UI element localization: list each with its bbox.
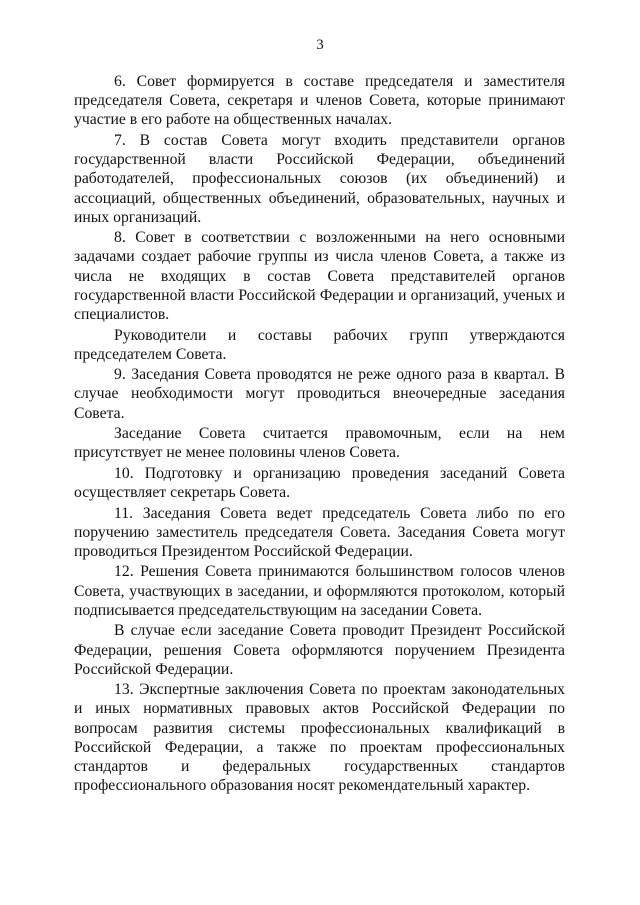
paragraph-7: 7. В состав Совета могут входить представители органов государственной власти Российской Федерации, объединений работодателей, профессиональных союзов (их объединений) и ассоциаций, общественных объединений, образовательных, научных и иных организаций. [74, 131, 565, 226]
paragraph-11: 11. Заседания Совета ведет председатель Совета либо по его поручению заместитель председателя Совета. Заседания Совета могут проводиться Президентом Российской Федерации. [74, 504, 565, 560]
paragraph-9-quorum: Заседание Совета считается правомочным, если на нем присутствует не менее половины членов Совета. [74, 425, 565, 462]
paragraph-6: 6. Совет формируется в составе председателя и заместителя председателя Совета, секретаря и членов Совета, которые принимают участие в его работе на общественных началах. [74, 73, 565, 129]
page-number: 3 [316, 37, 324, 53]
paragraph-10: 10. Подготовку и организацию проведения заседаний Совета осуществляет секретарь Совета. [74, 464, 565, 502]
paragraph-9: 9. Заседания Совета проводятся не реже одного раза в квартал. В случае необходимости могут проводиться внеочередные заседания Совета. [74, 366, 565, 422]
paragraph-12: 12. Решения Совета принимаются большинством голосов членов Совета, участвующих в заседании, и оформляются протоколом, который подписывается председательствующим на заседании Совета. [74, 563, 565, 619]
paragraph-8-working-groups: Руководители и составы рабочих групп утверждаются председателем Совета. [74, 326, 565, 363]
document-body [74, 72, 565, 797]
paragraph-8: 8. Совет в соответствии с возложенными на него основными задачами создает рабочие группы из числа членов Совета, а также из числа не входящих в состав Совета представителей органов государственной власти Российской Федерации и организаций, ученых и специалистов. [74, 229, 565, 324]
paragraph-12-president: В случае если заседание Совета проводит Президент Российской Федерации, решения Совета оформляются поручением Президента Российской Федерации. [74, 622, 565, 678]
paragraph-13: 13. Экспертные заключения Совета по проектам законодательных и иных нормативных правовых актов Российской Федерации по вопросам развития системы профессиональных квалификаций в Российской Федерации, а также по проектам профессиональных стандартов и федеральных государственных стандартов профессионального образования носят рекомендательный характер. [74, 681, 565, 795]
